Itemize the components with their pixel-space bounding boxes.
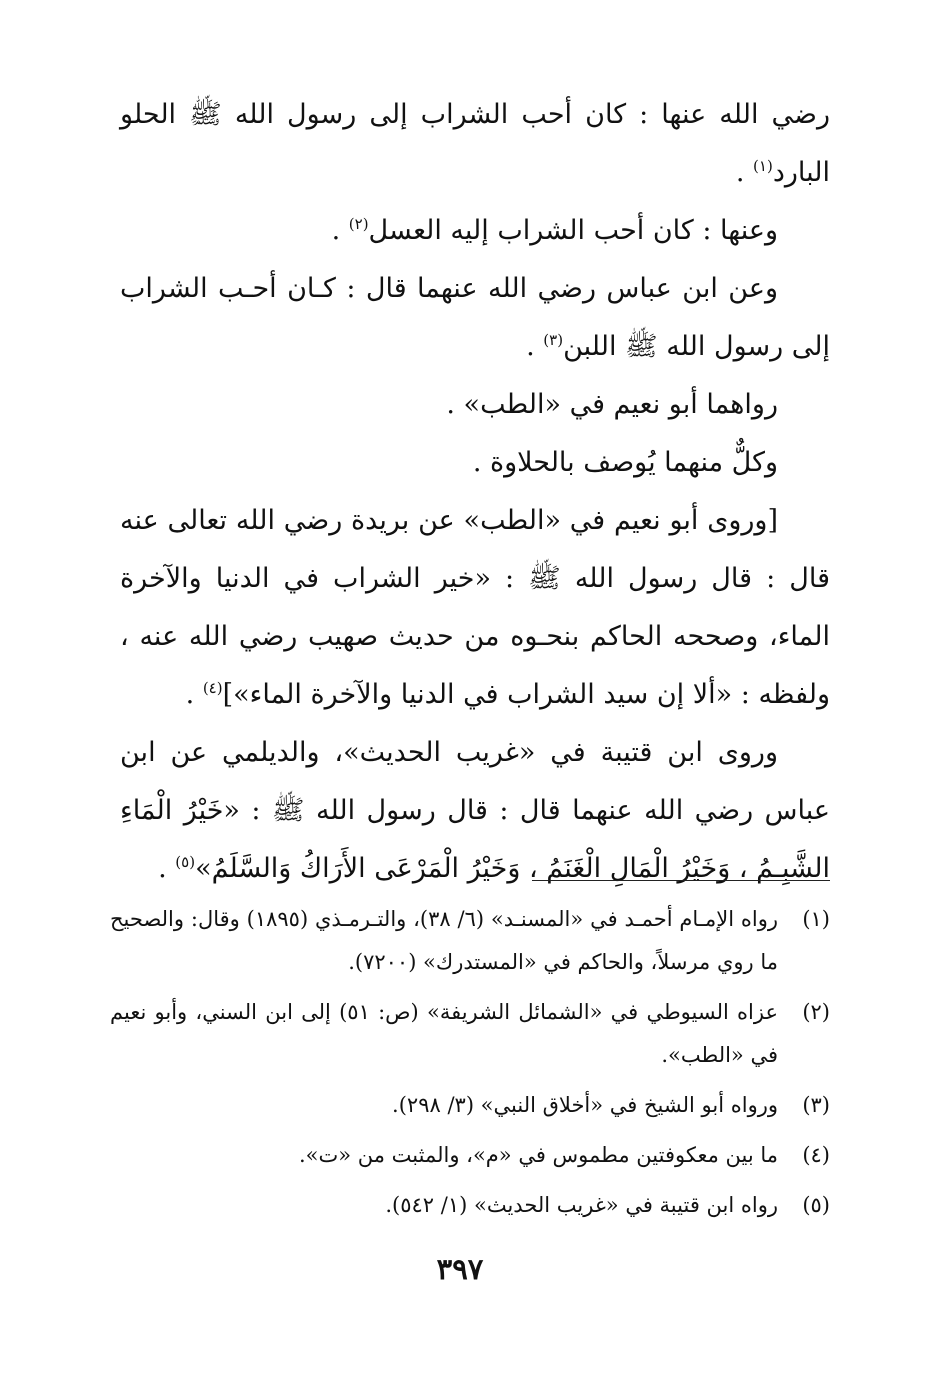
footnote-ref-1[interactable]: (١): [753, 157, 773, 175]
paragraph-4: [120, 376, 830, 434]
footnote-text: رواه ابن قتيبة في «غريب الحديث» (١/ ٥٤٢).: [385, 1193, 778, 1217]
footnote-text: رواه الإمـام أحمـد في «المسنـد» (٦/ ٣٨)، والتـرمـذي (١٨٩٥) وقال: والصحيح ما روي مرسلاً، والحاكم في «المستدرك» (٧٢٠٠).: [110, 907, 778, 974]
footnote-ref-5[interactable]: (٥): [175, 853, 196, 871]
footnote-number: (٢): [802, 1000, 830, 1024]
paragraph-text: رضي الله عنها : كان أحب الشراب إلى رسول الله ﷺ الحلو البارد: [120, 99, 830, 188]
footnotes: [110, 898, 830, 1234]
footnote-1: [110, 898, 830, 984]
paragraph-text: وعن ابن عباس رضي الله عنهما قال : كـان أحـب الشراب إلى رسول الله ﷺ اللبن: [120, 273, 830, 362]
footnote-text: ورواه أبو الشيخ في «أخلاق النبي» (٣/ ٢٩٨).: [392, 1093, 778, 1117]
paragraph-tail: .: [526, 331, 544, 362]
footnote-4: [110, 1134, 830, 1177]
footnote-ref-3[interactable]: (٣): [543, 331, 564, 349]
paragraph-text: وكلٌّ منهما يُوصف بالحلاوة .: [472, 447, 778, 478]
paragraph-tail: .: [185, 679, 203, 710]
footnote-text: ما بين معكوفتين مطموس في «م»، والمثبت من «ت».: [298, 1143, 778, 1167]
paragraph-1: [120, 86, 830, 202]
paragraph-5: [120, 434, 830, 492]
paragraph-text: رواهما أبو نعيم في «الطب» .: [446, 389, 778, 420]
footnote-5: [110, 1184, 830, 1227]
paragraph-2: [120, 202, 830, 260]
footnote-3: [110, 1084, 830, 1127]
footnote-number: (٣): [802, 1093, 830, 1117]
paragraph-7: [120, 724, 830, 898]
main-text: [120, 86, 830, 898]
footnote-ref-2[interactable]: (٢): [348, 215, 369, 233]
footnote-separator: [532, 880, 830, 881]
paragraph-tail: .: [735, 157, 754, 188]
page-number: ٣٩٧: [436, 1252, 484, 1286]
footnote-ref-4[interactable]: (٤): [202, 679, 223, 697]
paragraph-3: [120, 260, 830, 376]
footnote-number: (٤): [802, 1143, 830, 1167]
paragraph-text: وعنها : كان أحب الشراب إليه العسل: [368, 215, 778, 246]
paragraph-text: [وروى أبو نعيم في «الطب» عن بريدة رضي الله تعالى عنه قال : قال رسول الله ﷺ : «خير الشراب في الدنيا والآخرة الماء، وصححه الحاكم بنحـوه من حديث صهيب رضي الله عنه ، ولفظه : «ألا إن سيد الشراب في الدنيا والآخرة الماء»]: [120, 505, 830, 710]
footnote-text: عزاه السيوطي في «الشمائل الشريفة» (ص: ٥١) إلى ابن السني، وأبو نعيم في «الطب».: [110, 1000, 778, 1067]
paragraph-6: [120, 492, 830, 724]
paragraph-tail: .: [158, 853, 176, 884]
footnote-number: (٥): [802, 1193, 830, 1217]
footnote-number: (١): [802, 907, 830, 931]
footnote-2: [110, 991, 830, 1077]
paragraph-tail: .: [331, 215, 349, 246]
paragraph-text: وروى ابن قتيبة في «غريب الحديث»، والديلمي عن ابن عباس رضي الله عنهما قال : قال رسول الله ﷺ : «خَيْرُ الْمَاءِ الشَّبِـمُ ، وَخَيْرُ الْمَالِ الْغَنَمُ ، وَخَيْرُ الْمَرْعَى الأَرَاكُ وَالسَّلَمُ»: [120, 737, 830, 884]
